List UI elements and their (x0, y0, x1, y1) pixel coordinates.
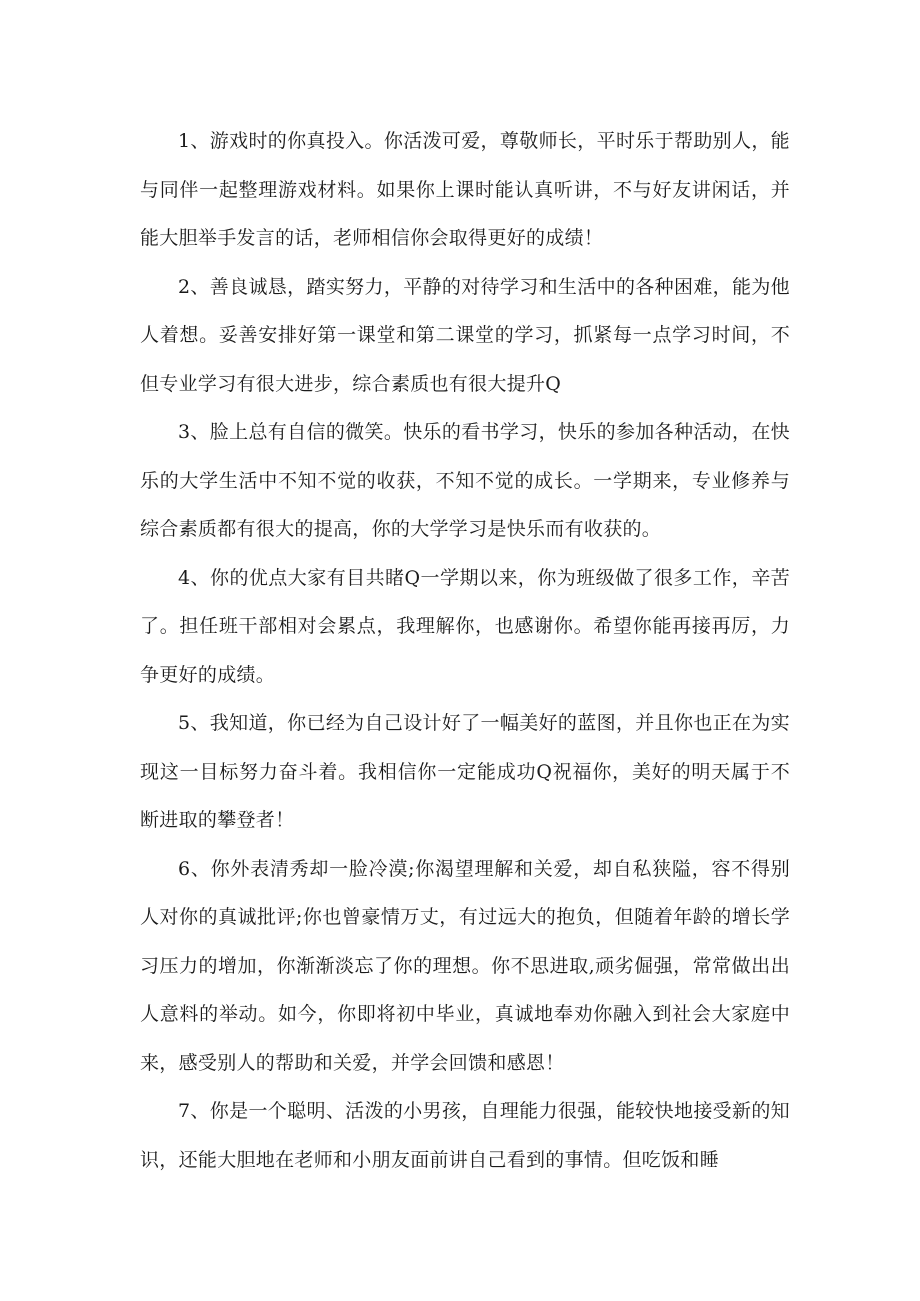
paragraph-7: 7、你是一个聪明、活泼的小男孩，自理能力很强，能较快地接受新的知识，还能大胆地在老师和小朋友面前讲自己看到的事情。但吃饭和睡 (140, 1100, 790, 1171)
document-page (140, 117, 790, 1184)
paragraph-6: 6、你外表清秀却一脸冷漠;你渴望理解和关爱，却自私狭隘，容不得别人对你的真诚批评;你也曾豪情万丈，有过远大的抱负，但随着年龄的增长学习压力的增加，你渐渐淡忘了你的理想。你不思进取,顽劣倔强，常常做出出人意料的举动。如今，你即将初中毕业，真诚地奉劝你融入到社会大家庭中来，感受别人的帮助和关爱，并学会回馈和感恩！ (140, 857, 790, 1074)
paragraph-5: 5、我知道，你已经为自己设计好了一幅美好的蓝图，并且你也正在为实现这一目标努力奋斗着。我相信你一定能成功Q祝福你，美好的明天属于不断进取的攀登者！ (140, 712, 790, 831)
paragraph-3: 3、脸上总有自信的微笑。快乐的看书学习，快乐的参加各种活动，在快乐的大学生活中不知不觉的收获，不知不觉的成长。一学期来，专业修养与综合素质都有很大的提高，你的大学学习是快乐而有收获的。 (140, 421, 790, 540)
paragraph-4: 4、你的优点大家有目共睹Q一学期以来，你为班级做了很多工作，辛苦了。担任班干部相对会累点，我理解你，也感谢你。希望你能再接再厉，力争更好的成绩。 (140, 566, 790, 686)
paragraph-2: 2、善良诚恳，踏实努力，平静的对待学习和生活中的各种困难，能为他人着想。妥善安排好第一课堂和第二课堂的学习，抓紧每一点学习时间，不但专业学习有很大进步，综合素质也有很大提升Q (140, 275, 790, 395)
paragraph-1: 1、游戏时的你真投入。你活泼可爱，尊敬师长，平时乐于帮助别人，能与同伴一起整理游戏材料。如果你上课时能认真听讲，不与好友讲闲话，并能大胆举手发言的话，老师相信你会取得更好的成绩！ (140, 130, 790, 249)
